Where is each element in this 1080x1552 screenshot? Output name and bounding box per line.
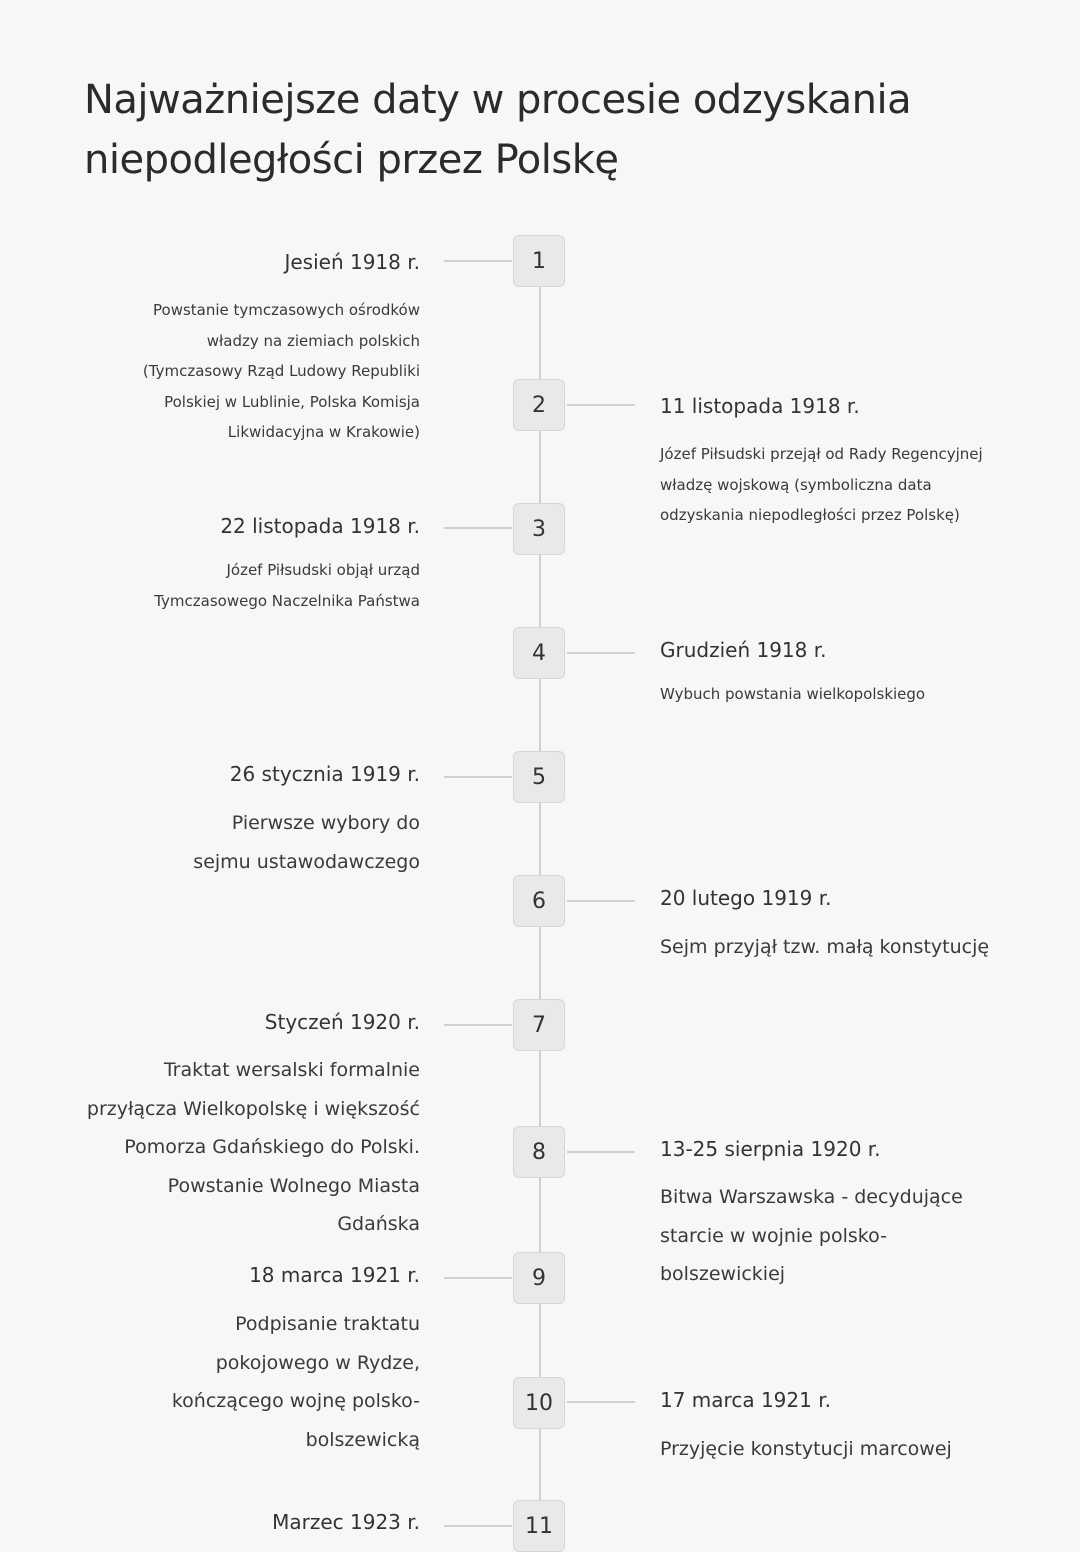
event-description: Pierwsze wybory do sejmu ustawodawczego [193,812,420,873]
timeline-node-10: 10 [513,1377,565,1429]
timeline-node-1: 1 [513,235,565,287]
event-date: 22 listopada 1918 r. [220,514,420,538]
timeline-node-7: 7 [513,999,565,1051]
event-description: Józef Piłsudski przejął od Rady Regencyjnej władzę wojskową (symboliczna data odzyskania niepodległości przez Polskę) [660,445,983,524]
event-date: 11 listopada 1918 r. [660,394,860,418]
timeline-node-11: 11 [513,1500,565,1552]
connector-line [444,776,512,778]
event-date: Grudzień 1918 r. [660,638,827,662]
event-date: Styczeń 1920 r. [264,1010,420,1034]
event-description: Przyjęcie konstytucji marcowej [660,1438,952,1460]
event-description: Traktat wersalski formalnie przyłącza Wielkopolskę i większość Pomorza Gdańskiego do Polski. Powstanie Wolnego Miasta Gdańska [86,1059,420,1235]
event-date: 20 lutego 1919 r. [660,886,832,910]
connector-line [444,1525,512,1527]
event-description: Podpisanie traktatu pokojowego w Rydze, kończącego wojnę polsko-bolszewicką [171,1313,420,1451]
timeline-node-5: 5 [513,751,565,803]
event-description: Sejm przyjął tzw. małą konstytucję [660,936,990,958]
event-description: Bitwa Warszawska - decydujące starcie w wojnie polsko-bolszewickiej [660,1186,963,1285]
event-date: 13-25 sierpnia 1920 r. [660,1137,881,1161]
timeline-node-6: 6 [513,875,565,927]
event-date: 26 stycznia 1919 r. [229,762,420,786]
timeline-node-3: 3 [513,503,565,555]
connector-line [444,260,512,262]
connector-line [567,404,635,406]
connector-line [444,1277,512,1279]
timeline-node-4: 4 [513,627,565,679]
connector-line [567,1151,635,1153]
connector-line [444,1024,512,1026]
event-description: Wybuch powstania wielkopolskiego [660,685,926,703]
event-date: 17 marca 1921 r. [660,1388,831,1412]
event-description: Józef Piłsudski objął urząd Tymczasowego Naczelnika Państwa [154,561,420,610]
connector-line [444,527,512,529]
event-date: Marzec 1923 r. [272,1510,420,1534]
event-date: 18 marca 1921 r. [249,1263,420,1287]
connector-line [567,900,635,902]
timeline-node-8: 8 [513,1126,565,1178]
connector-line [567,1401,635,1403]
event-description: Powstanie tymczasowych ośrodków władzy na ziemiach polskich (Tymczasowy Rząd Ludowy Republiki Polskiej w Lublinie, Polska Komisja Likwidacyjna w Krakowie) [142,301,420,441]
page-title: Najważniejsze daty w procesie odzyskania niepodległości przez Polskę [84,77,912,183]
timeline-node-2: 2 [513,379,565,431]
connector-line [567,652,635,654]
timeline-node-9: 9 [513,1252,565,1304]
event-date: Jesień 1918 r. [284,250,420,274]
